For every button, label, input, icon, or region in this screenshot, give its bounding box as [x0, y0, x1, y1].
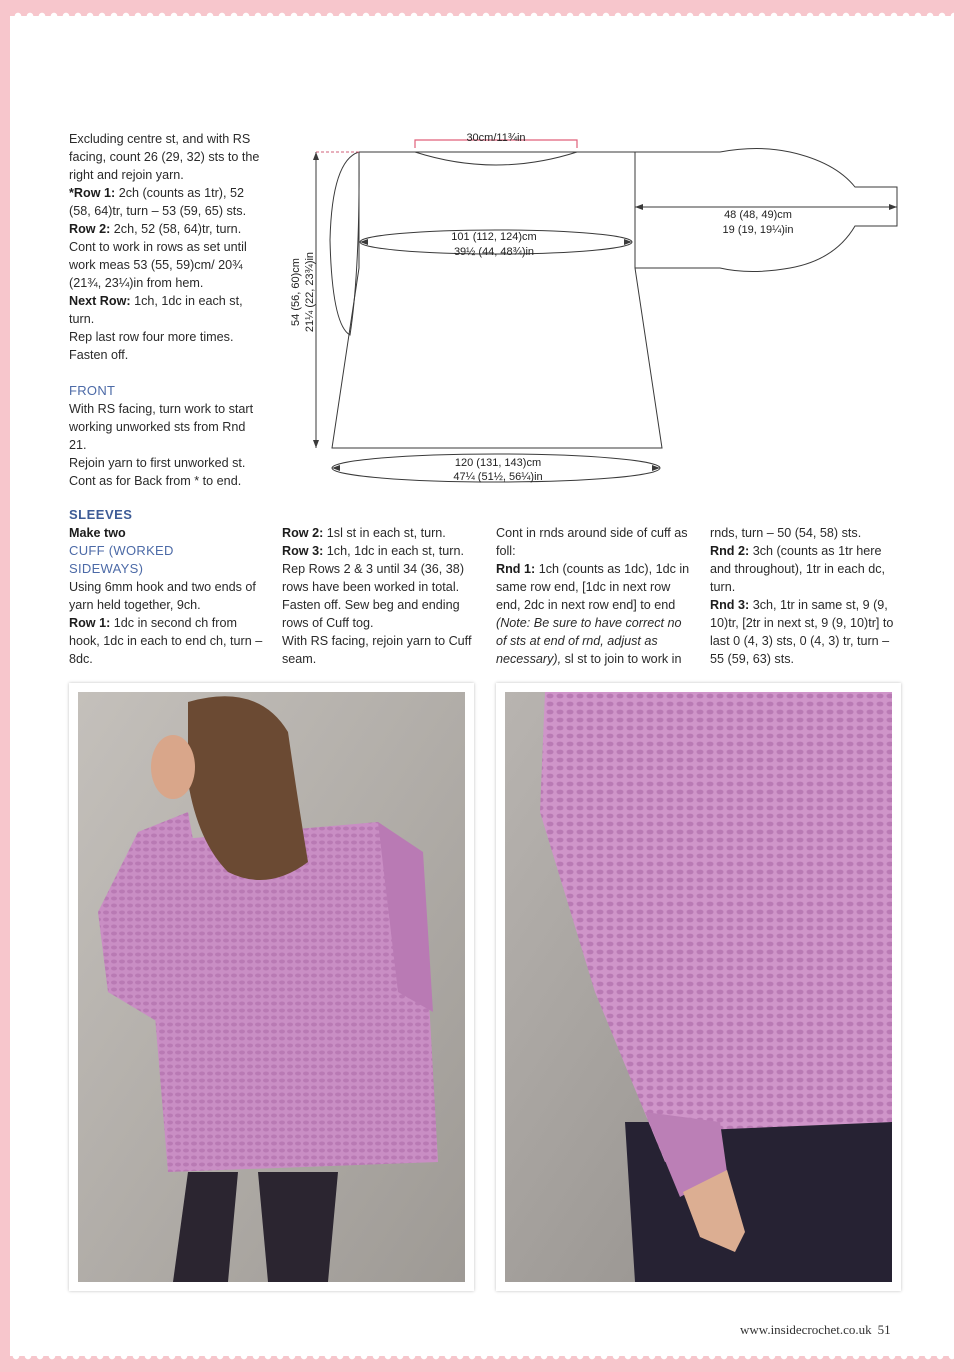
chest-cm-label: 101 (112, 124)cm: [451, 231, 537, 243]
neck-label: 30cm/11¾in: [466, 132, 526, 144]
website-url: www.insidecrochet.co.uk: [740, 1322, 872, 1337]
sleeve-rnd-3: Rnd 3: 3ch, 1tr in same st, 9 (9, 10)tr, [2tr in next st, 9 (9, 10)tr] to last 0 (4, 3) sts, 0 (4, 3) tr, turn – 55 (59, 63) sts.: [710, 598, 894, 666]
instructions-column-1-sleeves: [69, 506, 264, 668]
length-in-label: 21¼ (22, 23¾)in: [304, 251, 316, 333]
front-instruction-1: With RS facing, turn work to start working unworked sts from Rnd 21.: [69, 402, 254, 452]
next-row-instruction: Next Row: 1ch, 1dc in each st, turn.: [69, 294, 243, 326]
sleeves-heading: SLEEVES: [69, 507, 133, 522]
instructions-column-2: [282, 524, 477, 668]
front-instruction-2: Rejoin yarn to first unworked st.: [69, 456, 246, 470]
sweater-schematic-diagram: [280, 120, 920, 500]
hem-in-label: 47¼ (51½, 56¼)in: [453, 471, 543, 483]
cuff-fasten: Fasten off. Sew beg and ending rows of Cuff tog.: [282, 598, 460, 630]
cuff-heading: CUFF (WORKED SIDEWAYS): [69, 543, 174, 576]
sleeve-closeup-illustration: [505, 692, 892, 1282]
repeat-instruction: Rep last row four more times.: [69, 330, 234, 344]
decorative-border-top: [0, 0, 970, 16]
continue-instruction: Cont to work in rows as set until work meas 53 (55, 59)cm/ 20¾ (21¾, 23¼)in from hem.: [69, 240, 247, 290]
neck-curve: [415, 152, 577, 165]
cuff-row-1: Row 1: 1dc in second ch from hook, 1dc in each to end ch, turn – 8dc.: [69, 616, 263, 666]
decorative-border-right: [954, 0, 970, 1372]
side-curve: [330, 152, 359, 335]
row-1-instruction: *Row 1: 2ch (counts as 1tr), 52 (58, 64)tr, turn – 53 (59, 65) sts.: [69, 186, 247, 218]
cuff-repeat: Rep Rows 2 & 3 until 34 (36, 38) rows have been worked in total.: [282, 562, 465, 594]
cuff-row-3: Row 3: 1ch, 1dc in each st, turn.: [282, 544, 464, 558]
body-outline: [332, 152, 662, 448]
front-heading: FRONT: [69, 383, 116, 398]
photo-sleeve-closeup: [496, 683, 901, 1291]
instructions-column-1: [69, 130, 264, 490]
row-2-instruction: Row 2: 2ch, 52 (58, 64)tr, turn.: [69, 222, 242, 236]
back-view-illustration: [78, 692, 465, 1282]
decorative-border-left: [0, 0, 10, 1372]
photo-back-view: [69, 683, 474, 1291]
cuff-rejoin: With RS facing, rejoin yarn to Cuff seam.: [282, 634, 472, 666]
page-footer: [740, 1322, 891, 1338]
length-cm-label: 54 (56, 60)cm: [290, 258, 302, 326]
page-number: 51: [877, 1322, 891, 1337]
make-two: Make two: [69, 526, 126, 540]
sleeve-rnd-1-end: rnds, turn – 50 (54, 58) sts.: [710, 526, 862, 540]
sleeve-in-label: 19 (19, 19¼)in: [722, 224, 794, 236]
cuff-setup: Using 6mm hook and two ends of yarn held together, 9ch.: [69, 580, 256, 612]
hem-cm-label: 120 (131, 143)cm: [454, 457, 542, 469]
instructions-column-4: [710, 524, 902, 668]
sleeve-rnd-1: Rnd 1: 1ch (counts as 1dc), 1dc in same row end, [1dc in next row end, 2dc in next row end] to end (Note: Be sure to have correct no of sts at end of rnd, adjust as necessary), sl st to join to work in: [496, 562, 690, 666]
sleeve-cm-label: 48 (48, 49)cm: [724, 209, 792, 221]
decorative-border-bottom: [0, 1356, 970, 1372]
sleeve-continue: Cont in rnds around side of cuff as foll:: [496, 526, 688, 558]
cuff-row-2: Row 2: 1sl st in each st, turn.: [282, 526, 446, 540]
back-intro: Excluding centre st, and with RS facing, count 26 (29, 32) sts to the right and rejoin yarn.: [69, 132, 260, 182]
chest-in-label: 39½ (44, 48¾)in: [453, 246, 535, 258]
sleeve-rnd-2: Rnd 2: 3ch (counts as 1tr here and throughout), 1tr in each dc, turn.: [710, 544, 886, 594]
fasten-off: Fasten off.: [69, 348, 129, 362]
instructions-column-3: [496, 524, 691, 668]
front-instruction-3: Cont as for Back from * to end.: [69, 474, 242, 488]
